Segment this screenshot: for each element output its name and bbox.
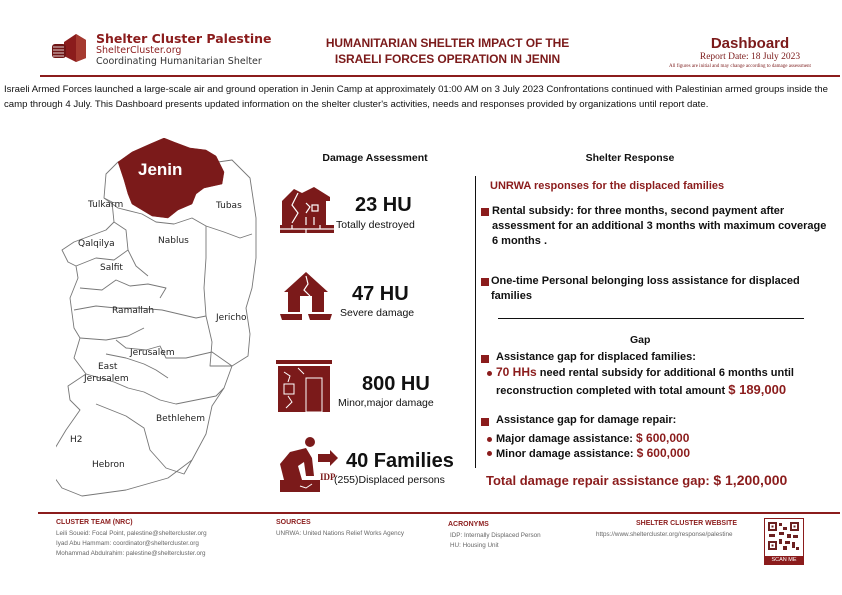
gap-displaced-hhs: 70 HHs: [496, 365, 537, 379]
cluster-team-line: Mohammad Abdulrahim: palestine@sheltercluster.org: [56, 550, 206, 557]
gap-major-amount: $ 600,000: [636, 431, 690, 445]
cluster-team-line: Iyad Abu Hammam: coordinator@sheltercluster.org: [56, 540, 199, 547]
bullet-dot-icon: [487, 437, 492, 442]
map-label-tulkarm: Tulkarm: [88, 200, 124, 210]
shelter-cluster-logo-icon: [52, 32, 86, 62]
gap-displaced-heading: Assistance gap for displaced families:: [496, 351, 696, 363]
gap-minor-amount: $ 600,000: [636, 446, 690, 460]
severe-damage-house-icon: [280, 270, 332, 320]
map-label-salfit: Salfit: [100, 263, 123, 273]
acronym-line: HU: Housing Unit: [450, 542, 499, 549]
destroyed-label: Totally destroyed: [336, 219, 415, 231]
displaced-value: 40 Families: [346, 450, 454, 472]
map-label-jericho: Jericho: [216, 313, 247, 323]
response-item-rental: Rental subsidy: for three months, second payment after assessment for an additional 3 months with maximum coverage 6 months .: [492, 205, 827, 247]
map-label-jerusalem: Jerusalem: [130, 348, 175, 358]
org-tagline: Coordinating Humanitarian Shelter: [96, 56, 262, 67]
cluster-team-line: Leili Soueid: Focal Point, palestine@sheltercluster.org: [56, 530, 207, 537]
bullet-square-icon: [481, 208, 489, 216]
response-horizontal-divider: [498, 318, 804, 319]
idp-tag: IDP: [320, 472, 336, 482]
page-title-line-2: ISRAELI FORCES OPERATION IN JENIN: [334, 52, 561, 66]
gap-minor-label: Minor damage assistance:: [496, 448, 637, 460]
website-link[interactable]: https://www.sheltercluster.org/response/palestine: [596, 531, 733, 538]
disclaimer: All figures are initial and may change according to damage assessment: [669, 64, 811, 69]
gap-major-label: Major damage assistance:: [496, 433, 637, 445]
footer-divider: [38, 512, 840, 514]
acronyms-heading: ACRONYMS: [448, 521, 489, 528]
map-label-east: East: [98, 362, 118, 372]
map-label-ramallah: Ramallah: [112, 306, 155, 316]
qr-code-icon: [765, 519, 802, 553]
sources-text: UNRWA: United Nations Relief Works Agency: [276, 530, 404, 537]
gap-displaced-line-1: [496, 365, 794, 381]
response-item-belongings: One-time Personal belonging loss assistance for displaced families: [491, 275, 800, 302]
response-vertical-divider: [475, 176, 476, 468]
cluster-team-heading: CLUSTER TEAM (NRC): [56, 519, 133, 526]
total-gap-label: Total damage repair assistance gap:: [486, 473, 714, 488]
map-label-bethlehem: Bethlehem: [156, 414, 205, 424]
gap-displaced-text-1: need rental subsidy for additional 6 months until: [536, 367, 794, 379]
org-name: Shelter Cluster Palestine: [96, 31, 272, 46]
severe-label: Severe damage: [340, 307, 415, 319]
total-gap-line: [486, 472, 787, 488]
destroyed-house-icon: [278, 183, 334, 233]
total-gap-amount: $ 1,200,000: [713, 472, 788, 488]
gap-displaced-text-2: reconstruction completed with total amount: [496, 385, 729, 397]
bullet-square-icon: [481, 355, 489, 363]
idp-icon: [276, 436, 340, 494]
displaced-label: (255)Displaced persons: [334, 474, 445, 486]
report-date: Report Date: 18 July 2023: [699, 52, 801, 62]
org-url: ShelterCluster.org: [96, 45, 182, 56]
destroyed-value: 23 HU: [355, 194, 412, 216]
severe-value: 47 HU: [352, 283, 409, 305]
intro-paragraph: Israeli Armed Forces launched a large-scale air and ground operation in Jenin Camp at approximately 01:00 AM on 3 July 2023 Confrontations continued with Palestinian armed groups inside the camp through 4 July. This Dashboard presents updated information on the shelter cluster's activities, needs and responses provided by organizations until report date.: [4, 84, 828, 110]
dashboard-label: Dashboard: [710, 35, 790, 52]
west-bank-map: [56, 138, 266, 504]
unrwa-responses-title: UNRWA responses for the displaced families: [490, 180, 725, 192]
map-label-jenin: Jenin: [138, 160, 183, 179]
map-label-tubas: Tubas: [216, 201, 242, 211]
header-divider: [40, 75, 840, 77]
sources-heading: SOURCES: [276, 519, 311, 526]
gap-minor-line: [496, 446, 690, 462]
minor-major-value: 800 HU: [362, 373, 430, 395]
gap-title: Gap: [630, 334, 651, 346]
gap-repair-heading: Assistance gap for damage repair:: [496, 414, 677, 426]
bullet-dot-icon: [487, 451, 492, 456]
bullet-square-icon: [481, 278, 489, 286]
map-label-east-jerusalem: Jerusalem: [84, 374, 129, 384]
gap-displaced-line-2: [496, 382, 786, 399]
gap-major-line: [496, 431, 689, 447]
minor-damage-house-icon: [276, 360, 332, 412]
page-title-line-1: HUMANITARIAN SHELTER IMPACT OF THE: [325, 36, 570, 50]
bullet-dot-icon: [487, 371, 492, 376]
website-heading: SHELTER CLUSTER WEBSITE: [636, 520, 737, 527]
scan-me-label: SCAN ME: [764, 556, 804, 565]
bullet-square-icon: [481, 418, 489, 426]
damage-assessment-title: Damage Assessment: [322, 152, 428, 164]
gap-displaced-amount: $ 189,000: [728, 382, 787, 397]
shelter-response-title: Shelter Response: [585, 152, 675, 164]
acronym-line: IDP: Internally Displaced Person: [450, 532, 541, 539]
page-title: [300, 35, 595, 67]
map-label-qalqilya: Qalqilya: [78, 239, 115, 249]
map-label-nablus: Nablus: [158, 236, 189, 246]
map-label-h2: H2: [70, 435, 83, 445]
minor-major-label: Minor,major damage: [338, 397, 434, 409]
map-label-hebron: Hebron: [92, 460, 125, 470]
